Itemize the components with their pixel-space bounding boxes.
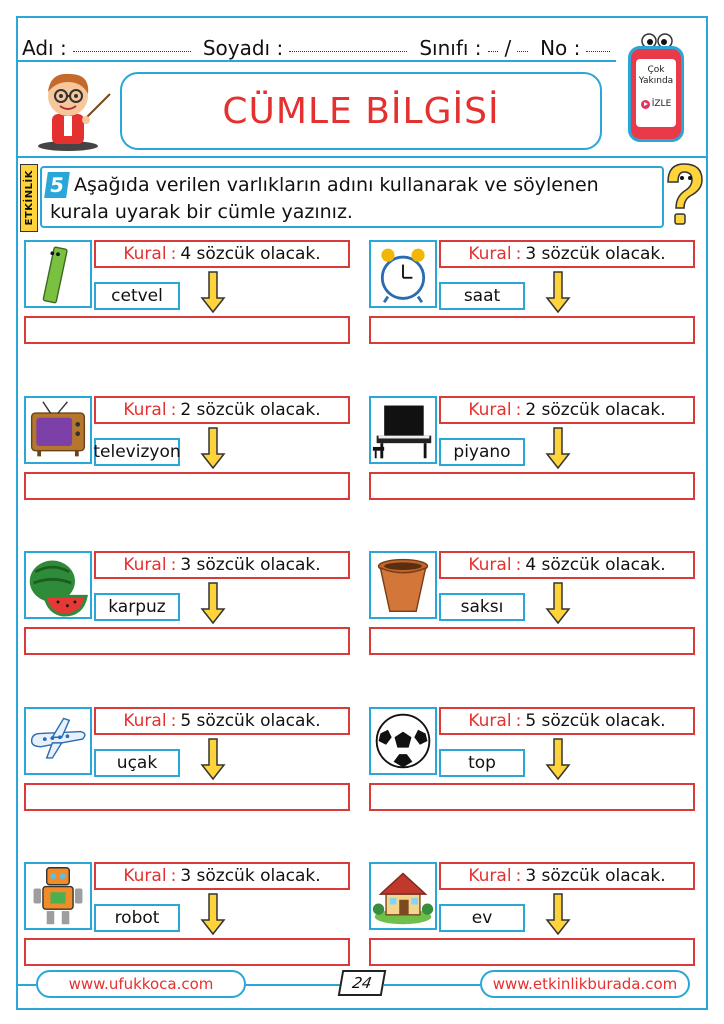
rule-colon: :: [170, 555, 177, 575]
rule-key: Kural: [123, 244, 167, 264]
arrow-down-icon: [200, 581, 226, 625]
rule-key: Kural: [468, 711, 512, 731]
picture-box: [369, 551, 437, 619]
watch-link[interactable]: [641, 99, 672, 110]
section-divider: [16, 156, 708, 158]
picture-box: [24, 240, 92, 308]
arrow-down-icon: [200, 426, 226, 470]
section-field[interactable]: [517, 51, 528, 52]
rule-box: [94, 707, 350, 735]
footer-right-link[interactable]: [480, 970, 690, 998]
exercise-card: [369, 862, 699, 972]
page-number: 24: [338, 970, 387, 996]
promo-line-2: Yakında: [638, 76, 674, 86]
exercise-card: [369, 396, 699, 506]
television-icon: [26, 398, 90, 462]
answer-field[interactable]: [369, 783, 695, 811]
rule-text: 3 sözcük olacak.: [525, 866, 666, 886]
no-label: No :: [540, 36, 581, 60]
rule-box: [94, 396, 350, 424]
class-slash: /: [504, 36, 512, 60]
rule-box: [94, 240, 350, 268]
rule-box: [439, 551, 695, 579]
activity-tag-label: ETKİNLİK: [23, 170, 35, 226]
rule-box: [94, 551, 350, 579]
word-box: televizyon: [94, 438, 180, 466]
answer-field[interactable]: [24, 472, 350, 500]
rule-text: 5 sözcük olacak.: [180, 711, 321, 731]
rule-text: 3 sözcük olacak.: [525, 244, 666, 264]
picture-box: [24, 396, 92, 464]
word-box: cetvel: [94, 282, 180, 310]
rule-key: Kural: [123, 400, 167, 420]
arrow-down-icon: [200, 737, 226, 781]
piano-icon: [371, 398, 435, 462]
arrow-down-icon: [200, 892, 226, 936]
exercise-card: [24, 396, 354, 506]
instruction-text: Aşağıda verilen varlıkların adını kullanarak ve söylenen kurala uyarak bir cümle yazınız.: [50, 174, 599, 223]
picture-box: [24, 551, 92, 619]
play-icon: [641, 100, 650, 109]
teacher-kid-icon: [30, 66, 114, 152]
name-label: Adı :: [22, 36, 67, 60]
picture-box: [369, 862, 437, 930]
answer-field[interactable]: [369, 316, 695, 344]
activity-number: 5: [44, 172, 70, 198]
rule-box: [439, 707, 695, 735]
rule-box: [439, 240, 695, 268]
promo-line-1: Çok: [647, 65, 665, 75]
footer-left-link[interactable]: [36, 970, 246, 998]
robot-icon: [26, 864, 90, 928]
question-mark-icon: [656, 160, 708, 230]
picture-box: [24, 862, 92, 930]
house-icon: [371, 864, 435, 928]
alarm-clock-icon: [371, 242, 435, 306]
footer-line-mid-right: [384, 984, 480, 986]
rule-key: Kural: [468, 555, 512, 575]
word-box: top: [439, 749, 525, 777]
word-box: saat: [439, 282, 525, 310]
rule-box: [439, 862, 695, 890]
surname-label: Soyadı :: [202, 36, 284, 60]
title-box: [120, 72, 602, 150]
rule-key: Kural: [468, 400, 512, 420]
picture-box: [24, 707, 92, 775]
rule-colon: :: [170, 244, 177, 264]
phone-card: [628, 46, 684, 142]
rule-colon: :: [170, 711, 177, 731]
answer-field[interactable]: [369, 627, 695, 655]
phone-screen: [636, 59, 676, 127]
arrow-down-icon: [545, 270, 571, 314]
exercise-card: [369, 707, 699, 817]
student-info-row: [16, 20, 616, 60]
rule-colon: :: [515, 244, 522, 264]
exercise-card: [24, 862, 354, 972]
rule-colon: :: [515, 866, 522, 886]
answer-field[interactable]: [24, 627, 350, 655]
rule-colon: :: [515, 555, 522, 575]
word-box: uçak: [94, 749, 180, 777]
footer-line-left: [16, 984, 36, 986]
page-title: CÜMLE BİLGİSİ: [222, 90, 500, 132]
exercise-card: [24, 240, 354, 350]
rule-text: 5 sözcük olacak.: [525, 711, 666, 731]
answer-field[interactable]: [24, 316, 350, 344]
rule-colon: :: [170, 866, 177, 886]
exercise-card: [24, 551, 354, 661]
rule-text: 2 sözcük olacak.: [525, 400, 666, 420]
activity-tag: [20, 164, 38, 232]
word-box: ev: [439, 904, 525, 932]
footer-line-mid-left: [246, 984, 340, 986]
name-field[interactable]: [73, 51, 191, 52]
arrow-down-icon: [545, 581, 571, 625]
flower-pot-icon: [371, 553, 435, 617]
rule-colon: :: [515, 400, 522, 420]
surname-field[interactable]: [289, 51, 407, 52]
rule-text: 3 sözcük olacak.: [180, 866, 321, 886]
airplane-icon: [26, 709, 90, 773]
rule-key: Kural: [123, 866, 167, 886]
coming-soon-badge[interactable]: [620, 32, 692, 146]
rule-text: 2 sözcük olacak.: [180, 400, 321, 420]
arrow-down-icon: [545, 737, 571, 781]
rule-text: 4 sözcük olacak.: [180, 244, 321, 264]
rule-colon: :: [515, 711, 522, 731]
rule-key: Kural: [123, 555, 167, 575]
footer-left-url: www.ufukkoca.com: [68, 975, 214, 993]
rule-box: [94, 862, 350, 890]
word-box: robot: [94, 904, 180, 932]
soccer-ball-icon: [371, 709, 435, 773]
arrow-down-icon: [545, 426, 571, 470]
answer-field[interactable]: [24, 938, 350, 966]
class-field[interactable]: [488, 51, 499, 52]
no-field[interactable]: [586, 51, 610, 52]
exercise-card: [369, 551, 699, 661]
ruler-icon: [26, 242, 90, 306]
class-label: Sınıfı :: [419, 36, 482, 60]
rule-key: Kural: [123, 711, 167, 731]
arrow-down-icon: [545, 892, 571, 936]
rule-key: Kural: [468, 244, 512, 264]
exercise-card: [24, 707, 354, 817]
exercise-card: [369, 240, 699, 350]
rule-text: 3 sözcük olacak.: [180, 555, 321, 575]
answer-field[interactable]: [369, 472, 695, 500]
picture-box: [369, 396, 437, 464]
word-box: piyano: [439, 438, 525, 466]
rule-key: Kural: [468, 866, 512, 886]
watch-label: İZLE: [651, 99, 672, 109]
rule-colon: :: [170, 400, 177, 420]
rule-box: [439, 396, 695, 424]
watermelon-icon: [26, 553, 90, 617]
header-divider: [16, 60, 616, 62]
rule-text: 4 sözcük olacak.: [525, 555, 666, 575]
footer-right-url: www.etkinlikburada.com: [492, 975, 678, 993]
arrow-down-icon: [200, 270, 226, 314]
word-box: karpuz: [94, 593, 180, 621]
answer-field[interactable]: [369, 938, 695, 966]
word-box: saksı: [439, 593, 525, 621]
picture-box: [369, 707, 437, 775]
picture-box: [369, 240, 437, 308]
answer-field[interactable]: [24, 783, 350, 811]
